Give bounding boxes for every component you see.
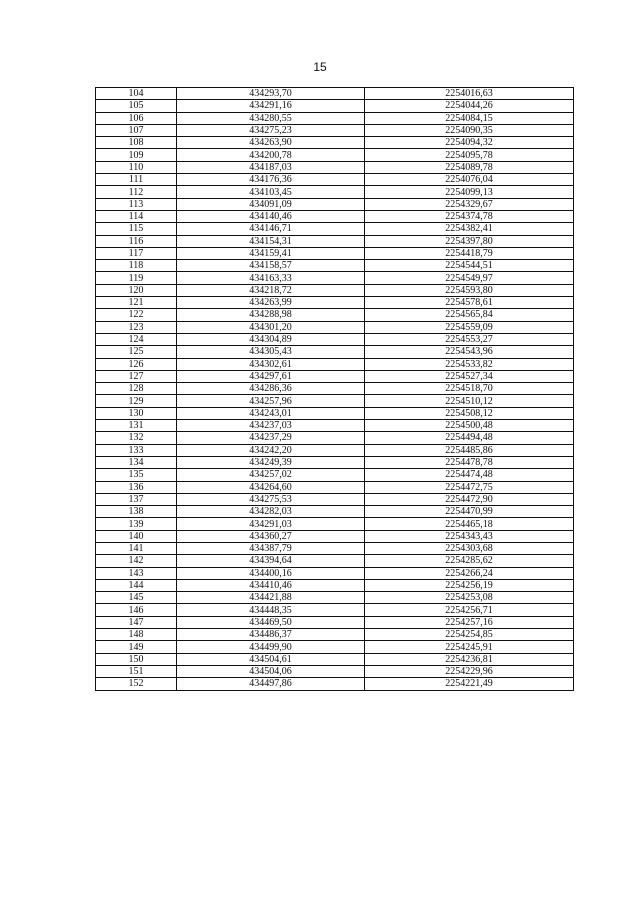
y-coordinate-cell: 2254329,67 — [365, 198, 574, 210]
table-row — [96, 186, 574, 198]
y-coordinate-cell: 2254343,43 — [365, 530, 574, 542]
y-coordinate-cell: 2254094,32 — [365, 137, 574, 149]
point-number-cell: 122 — [96, 309, 177, 321]
table-row — [96, 383, 574, 395]
table-row — [96, 309, 574, 321]
x-coordinate-cell: 434103,45 — [177, 186, 365, 198]
x-coordinate-cell: 434360,27 — [177, 530, 365, 542]
x-coordinate-cell: 434249,39 — [177, 456, 365, 468]
x-coordinate-cell: 434263,99 — [177, 297, 365, 309]
table-row — [96, 137, 574, 149]
y-coordinate-cell: 2254099,13 — [365, 186, 574, 198]
point-number-cell: 134 — [96, 456, 177, 468]
point-number-cell: 109 — [96, 149, 177, 161]
x-coordinate-cell: 434218,72 — [177, 284, 365, 296]
table-row — [96, 358, 574, 370]
x-coordinate-cell: 434387,79 — [177, 542, 365, 554]
x-coordinate-cell: 434504,61 — [177, 653, 365, 665]
table-row — [96, 407, 574, 419]
point-number-cell: 111 — [96, 174, 177, 186]
table-row — [96, 530, 574, 542]
y-coordinate-cell: 2254544,51 — [365, 260, 574, 272]
y-coordinate-cell: 2254285,62 — [365, 555, 574, 567]
table-row — [96, 297, 574, 309]
x-coordinate-cell: 434242,20 — [177, 444, 365, 456]
y-coordinate-cell: 2254549,97 — [365, 272, 574, 284]
y-coordinate-cell: 2254253,08 — [365, 592, 574, 604]
table-row — [96, 88, 574, 100]
point-number-cell: 142 — [96, 555, 177, 567]
y-coordinate-cell: 2254559,09 — [365, 321, 574, 333]
point-number-cell: 124 — [96, 333, 177, 345]
x-coordinate-cell: 434176,36 — [177, 174, 365, 186]
x-coordinate-cell: 434257,96 — [177, 395, 365, 407]
table-row — [96, 223, 574, 235]
x-coordinate-cell: 434140,46 — [177, 210, 365, 222]
y-coordinate-cell: 2254303,68 — [365, 542, 574, 554]
point-number-cell: 136 — [96, 481, 177, 493]
point-number-cell: 127 — [96, 370, 177, 382]
point-number-cell: 114 — [96, 210, 177, 222]
table-row — [96, 260, 574, 272]
point-number-cell: 150 — [96, 653, 177, 665]
point-number-cell: 119 — [96, 272, 177, 284]
x-coordinate-cell: 434288,98 — [177, 309, 365, 321]
x-coordinate-cell: 434257,02 — [177, 469, 365, 481]
x-coordinate-cell: 434154,31 — [177, 235, 365, 247]
x-coordinate-cell: 434400,16 — [177, 567, 365, 579]
x-coordinate-cell: 434499,90 — [177, 641, 365, 653]
y-coordinate-cell: 2254500,48 — [365, 420, 574, 432]
table-row — [96, 247, 574, 259]
y-coordinate-cell: 2254245,91 — [365, 641, 574, 653]
y-coordinate-cell: 2254472,90 — [365, 493, 574, 505]
point-number-cell: 113 — [96, 198, 177, 210]
y-coordinate-cell: 2254266,24 — [365, 567, 574, 579]
x-coordinate-cell: 434421,88 — [177, 592, 365, 604]
table-row — [96, 432, 574, 444]
point-number-cell: 144 — [96, 579, 177, 591]
page-number: 15 — [313, 60, 327, 74]
table-row — [96, 592, 574, 604]
y-coordinate-cell: 2254465,18 — [365, 518, 574, 530]
point-number-cell: 149 — [96, 641, 177, 653]
table-row — [96, 198, 574, 210]
point-number-cell: 126 — [96, 358, 177, 370]
y-coordinate-cell: 2254076,04 — [365, 174, 574, 186]
table-row — [96, 149, 574, 161]
point-number-cell: 118 — [96, 260, 177, 272]
y-coordinate-cell: 2254494,48 — [365, 432, 574, 444]
table-row — [96, 284, 574, 296]
x-coordinate-cell: 434237,29 — [177, 432, 365, 444]
point-number-cell: 148 — [96, 629, 177, 641]
table-row — [96, 604, 574, 616]
table-row — [96, 235, 574, 247]
x-coordinate-cell: 434263,90 — [177, 137, 365, 149]
x-coordinate-cell: 434486,37 — [177, 629, 365, 641]
y-coordinate-cell: 2254089,78 — [365, 161, 574, 173]
y-coordinate-cell: 2254257,16 — [365, 616, 574, 628]
point-number-cell: 129 — [96, 395, 177, 407]
table-row — [96, 629, 574, 641]
point-number-cell: 141 — [96, 542, 177, 554]
x-coordinate-cell: 434305,43 — [177, 346, 365, 358]
point-number-cell: 140 — [96, 530, 177, 542]
y-coordinate-cell: 2254090,35 — [365, 124, 574, 136]
table-row — [96, 616, 574, 628]
table-row — [96, 333, 574, 345]
point-number-cell: 123 — [96, 321, 177, 333]
point-number-cell: 131 — [96, 420, 177, 432]
y-coordinate-cell: 2254543,96 — [365, 346, 574, 358]
table-row — [96, 518, 574, 530]
point-number-cell: 120 — [96, 284, 177, 296]
y-coordinate-cell: 2254221,49 — [365, 678, 574, 690]
y-coordinate-cell: 2254256,19 — [365, 579, 574, 591]
y-coordinate-cell: 2254374,78 — [365, 210, 574, 222]
point-number-cell: 143 — [96, 567, 177, 579]
point-number-cell: 104 — [96, 88, 177, 100]
point-number-cell: 125 — [96, 346, 177, 358]
point-number-cell: 147 — [96, 616, 177, 628]
y-coordinate-cell: 2254578,61 — [365, 297, 574, 309]
y-coordinate-cell: 2254254,85 — [365, 629, 574, 641]
y-coordinate-cell: 2254044,26 — [365, 100, 574, 112]
point-number-cell: 130 — [96, 407, 177, 419]
table-row — [96, 420, 574, 432]
point-number-cell: 110 — [96, 161, 177, 173]
x-coordinate-cell: 434159,41 — [177, 247, 365, 259]
table-row — [96, 481, 574, 493]
table-row — [96, 456, 574, 468]
x-coordinate-cell: 434448,35 — [177, 604, 365, 616]
table-row — [96, 506, 574, 518]
x-coordinate-cell: 434200,78 — [177, 149, 365, 161]
point-number-cell: 128 — [96, 383, 177, 395]
point-number-cell: 137 — [96, 493, 177, 505]
point-number-cell: 108 — [96, 137, 177, 149]
x-coordinate-cell: 434187,03 — [177, 161, 365, 173]
table-row — [96, 210, 574, 222]
coordinates-table-body — [96, 88, 574, 691]
y-coordinate-cell: 2254084,15 — [365, 112, 574, 124]
table-row — [96, 555, 574, 567]
table-row — [96, 272, 574, 284]
table-row — [96, 444, 574, 456]
x-coordinate-cell: 434275,53 — [177, 493, 365, 505]
x-coordinate-cell: 434301,20 — [177, 321, 365, 333]
y-coordinate-cell: 2254527,34 — [365, 370, 574, 382]
y-coordinate-cell: 2254229,96 — [365, 665, 574, 677]
point-number-cell: 151 — [96, 665, 177, 677]
table-row — [96, 579, 574, 591]
x-coordinate-cell: 434469,50 — [177, 616, 365, 628]
point-number-cell: 145 — [96, 592, 177, 604]
table-row — [96, 567, 574, 579]
point-number-cell: 115 — [96, 223, 177, 235]
point-number-cell: 106 — [96, 112, 177, 124]
x-coordinate-cell: 434237,03 — [177, 420, 365, 432]
table-row — [96, 100, 574, 112]
x-coordinate-cell: 434410,46 — [177, 579, 365, 591]
y-coordinate-cell: 2254533,82 — [365, 358, 574, 370]
point-number-cell: 139 — [96, 518, 177, 530]
x-coordinate-cell: 434394,64 — [177, 555, 365, 567]
point-number-cell: 121 — [96, 297, 177, 309]
point-number-cell: 132 — [96, 432, 177, 444]
y-coordinate-cell: 2254095,78 — [365, 149, 574, 161]
x-coordinate-cell: 434504,06 — [177, 665, 365, 677]
y-coordinate-cell: 2254474,48 — [365, 469, 574, 481]
point-number-cell: 135 — [96, 469, 177, 481]
point-number-cell: 116 — [96, 235, 177, 247]
table-row — [96, 112, 574, 124]
x-coordinate-cell: 434275,23 — [177, 124, 365, 136]
x-coordinate-cell: 434293,70 — [177, 88, 365, 100]
x-coordinate-cell: 434158,57 — [177, 260, 365, 272]
x-coordinate-cell: 434297,61 — [177, 370, 365, 382]
y-coordinate-cell: 2254593,80 — [365, 284, 574, 296]
table-row — [96, 321, 574, 333]
point-number-cell: 117 — [96, 247, 177, 259]
coordinates-table — [95, 87, 574, 691]
x-coordinate-cell: 434091,09 — [177, 198, 365, 210]
table-row — [96, 346, 574, 358]
x-coordinate-cell: 434243,01 — [177, 407, 365, 419]
y-coordinate-cell: 2254518,70 — [365, 383, 574, 395]
table-row — [96, 370, 574, 382]
point-number-cell: 105 — [96, 100, 177, 112]
y-coordinate-cell: 2254478,78 — [365, 456, 574, 468]
point-number-cell: 133 — [96, 444, 177, 456]
y-coordinate-cell: 2254508,12 — [365, 407, 574, 419]
y-coordinate-cell: 2254565,84 — [365, 309, 574, 321]
point-number-cell: 138 — [96, 506, 177, 518]
x-coordinate-cell: 434497,86 — [177, 678, 365, 690]
x-coordinate-cell: 434291,16 — [177, 100, 365, 112]
y-coordinate-cell: 2254418,79 — [365, 247, 574, 259]
table-row — [96, 161, 574, 173]
y-coordinate-cell: 2254470,99 — [365, 506, 574, 518]
y-coordinate-cell: 2254472,75 — [365, 481, 574, 493]
x-coordinate-cell: 434291,03 — [177, 518, 365, 530]
x-coordinate-cell: 434282,03 — [177, 506, 365, 518]
y-coordinate-cell: 2254485,86 — [365, 444, 574, 456]
point-number-cell: 112 — [96, 186, 177, 198]
point-number-cell: 107 — [96, 124, 177, 136]
x-coordinate-cell: 434280,55 — [177, 112, 365, 124]
table-row — [96, 653, 574, 665]
x-coordinate-cell: 434304,89 — [177, 333, 365, 345]
y-coordinate-cell: 2254256,71 — [365, 604, 574, 616]
x-coordinate-cell: 434302,61 — [177, 358, 365, 370]
table-row — [96, 395, 574, 407]
y-coordinate-cell: 2254553,27 — [365, 333, 574, 345]
table-row — [96, 469, 574, 481]
x-coordinate-cell: 434286,36 — [177, 383, 365, 395]
table-row — [96, 665, 574, 677]
y-coordinate-cell: 2254382,41 — [365, 223, 574, 235]
table-row — [96, 542, 574, 554]
x-coordinate-cell: 434264,60 — [177, 481, 365, 493]
table-row — [96, 124, 574, 136]
y-coordinate-cell: 2254510,12 — [365, 395, 574, 407]
point-number-cell: 152 — [96, 678, 177, 690]
table-row — [96, 493, 574, 505]
point-number-cell: 146 — [96, 604, 177, 616]
y-coordinate-cell: 2254236,81 — [365, 653, 574, 665]
table-row — [96, 641, 574, 653]
y-coordinate-cell: 2254016,63 — [365, 88, 574, 100]
table-row — [96, 174, 574, 186]
y-coordinate-cell: 2254397,80 — [365, 235, 574, 247]
table-row — [96, 678, 574, 690]
x-coordinate-cell: 434163,33 — [177, 272, 365, 284]
x-coordinate-cell: 434146,71 — [177, 223, 365, 235]
